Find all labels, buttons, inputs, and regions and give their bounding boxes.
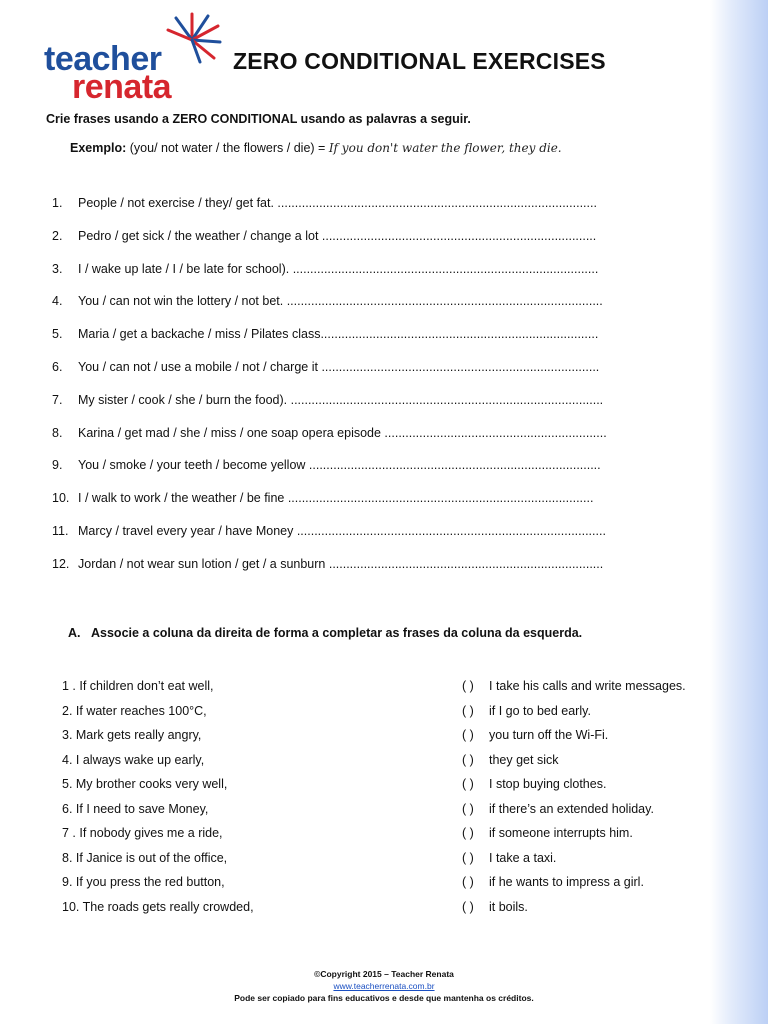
- page-footer: [0, 968, 768, 1004]
- exercise-item: [52, 426, 607, 444]
- star-burst-icon: [162, 10, 222, 66]
- exercise-item: [52, 458, 601, 476]
- matching-left: 7 . If nobody gives me a ride,: [62, 826, 223, 840]
- answer-blank[interactable]: ( ): [462, 679, 474, 693]
- exercise-text: I / wake up late / I / be late for school). ........................................................................................: [78, 262, 599, 276]
- exercise-item: [52, 262, 598, 280]
- matching-row: [62, 728, 712, 746]
- matching-right: I take a taxi.: [489, 851, 557, 865]
- logo-text-teacher: teacher: [44, 40, 162, 78]
- matching-right: I stop buying clothes.: [489, 777, 607, 791]
- matching-right: if I go to bed early.: [489, 704, 591, 718]
- answer-blank[interactable]: ( ): [462, 728, 474, 742]
- exercise-number: 5.: [52, 327, 63, 341]
- matching-left: 10. The roads gets really crowded,: [62, 900, 254, 914]
- exercise-number: 4.: [52, 294, 63, 308]
- exercise-text: I / walk to work / the weather / be fine ........................................................................................: [78, 491, 594, 505]
- matching-left: 2. If water reaches 100°C,: [62, 704, 207, 718]
- matching-right: it boils.: [489, 900, 528, 914]
- matching-right: if someone interrupts him.: [489, 826, 633, 840]
- matching-left: 1 . If children don’t eat well,: [62, 679, 214, 693]
- matching-row: [62, 875, 712, 893]
- exercise-text: People / not exercise / they/ get fat. ............................................................................................: [78, 196, 597, 210]
- answer-blank[interactable]: ( ): [462, 802, 474, 816]
- matching-left: 4. I always wake up early,: [62, 753, 205, 767]
- exercise-number: 11.: [52, 524, 69, 538]
- answer-blank[interactable]: ( ): [462, 704, 474, 718]
- matching-right: you turn off the Wi-Fi.: [489, 728, 609, 742]
- exercise-item: [52, 327, 598, 345]
- answer-blank[interactable]: ( ): [462, 777, 474, 791]
- matching-row: [62, 900, 712, 918]
- exercise-text: Pedro / get sick / the weather / change a lot ...............................................................................: [78, 229, 597, 243]
- exercise-text: Marcy / travel every year / have Money .........................................................................................: [78, 524, 606, 538]
- exercise-item: [52, 229, 596, 247]
- example-line: [70, 141, 562, 155]
- matching-row: [62, 802, 712, 820]
- matching-left: 6. If I need to save Money,: [62, 802, 209, 816]
- exercise-item: [52, 360, 599, 378]
- matching-row: [62, 826, 712, 844]
- matching-row: [62, 704, 712, 722]
- side-gradient-band: [710, 0, 768, 1024]
- exercise-text: Jordan / not wear sun lotion / get / a sunburn ...............................................................................: [78, 557, 604, 571]
- example-answer: If you don't water the flower, they die.: [328, 141, 562, 155]
- exercise-item: [52, 294, 603, 312]
- matching-right: if there’s an extended holiday.: [489, 802, 654, 816]
- exercise-number: 6.: [52, 360, 63, 374]
- instruction-text: Crie frases usando a ZERO CONDITIONAL usando as palavras a seguir.: [46, 112, 471, 126]
- matching-left: 3. Mark gets really angry,: [62, 728, 202, 742]
- matching-row: [62, 851, 712, 869]
- exercise-number: 2.: [52, 229, 63, 243]
- logo-text-renata: renata: [72, 68, 172, 106]
- website-link[interactable]: www.teacherrenata.com.br: [333, 981, 435, 991]
- exercise-number: 3.: [52, 262, 63, 276]
- page-title: ZERO CONDITIONAL EXERCISES: [233, 48, 606, 74]
- matching-right: if he wants to impress a girl.: [489, 875, 644, 889]
- exercise-number: 7.: [52, 393, 63, 407]
- section-a-heading: [68, 626, 582, 640]
- exercise-item: [52, 524, 606, 542]
- answer-blank[interactable]: ( ): [462, 826, 474, 840]
- exercise-number: 10.: [52, 491, 70, 505]
- exercise-item: [52, 557, 603, 575]
- matching-left: 8. If Janice is out of the office,: [62, 851, 228, 865]
- answer-blank[interactable]: ( ): [462, 753, 474, 767]
- exercise-text: My sister / cook / she / burn the food). ..........................................................................................: [78, 393, 604, 407]
- answer-blank[interactable]: ( ): [462, 851, 474, 865]
- matching-left: 9. If you press the red button,: [62, 875, 225, 889]
- matching-right: I take his calls and write messages.: [489, 679, 686, 693]
- matching-row: [62, 777, 712, 795]
- matching-left: 5. My brother cooks very well,: [62, 777, 228, 791]
- exercise-number: 9.: [52, 458, 63, 472]
- example-label: Exemplo:: [70, 141, 127, 155]
- copyright-text: ©Copyright 2015 – Teacher Renata: [314, 969, 454, 979]
- answer-blank[interactable]: ( ): [462, 875, 474, 889]
- exercise-item: [52, 196, 597, 214]
- exercise-number: 8.: [52, 426, 63, 440]
- exercise-text: You / smoke / your teeth / become yellow ....................................................................................: [78, 458, 601, 472]
- section-a-label: A.: [68, 626, 81, 640]
- exercise-number: 1.: [52, 196, 63, 210]
- exercise-text: Karina / get mad / she / miss / one soap opera episode ................................................................: [78, 426, 607, 440]
- matching-row: [62, 753, 712, 771]
- exercise-number: 12.: [52, 557, 70, 571]
- usage-note: Pode ser copiado para fins educativos e desde que mantenha os créditos.: [234, 993, 534, 1003]
- matching-right: they get sick: [489, 753, 559, 767]
- matching-row: [62, 679, 712, 697]
- exercise-text: Maria / get a backache / miss / Pilates class................................................................................: [78, 327, 599, 341]
- section-a-instruction: Associe a coluna da direita de forma a completar as frases da coluna da esquerda.: [91, 626, 583, 640]
- answer-blank[interactable]: ( ): [462, 900, 474, 914]
- teacher-renata-logo: [44, 10, 224, 106]
- exercise-item: [52, 393, 603, 411]
- exercise-text: You / can not win the lottery / not bet. ...........................................................................................: [78, 294, 603, 308]
- exercise-item: [52, 491, 593, 509]
- exercise-text: You / can not / use a mobile / not / charge it ................................................................................: [78, 360, 600, 374]
- example-prompt: (you/ not water / the flowers / die) =: [129, 141, 326, 155]
